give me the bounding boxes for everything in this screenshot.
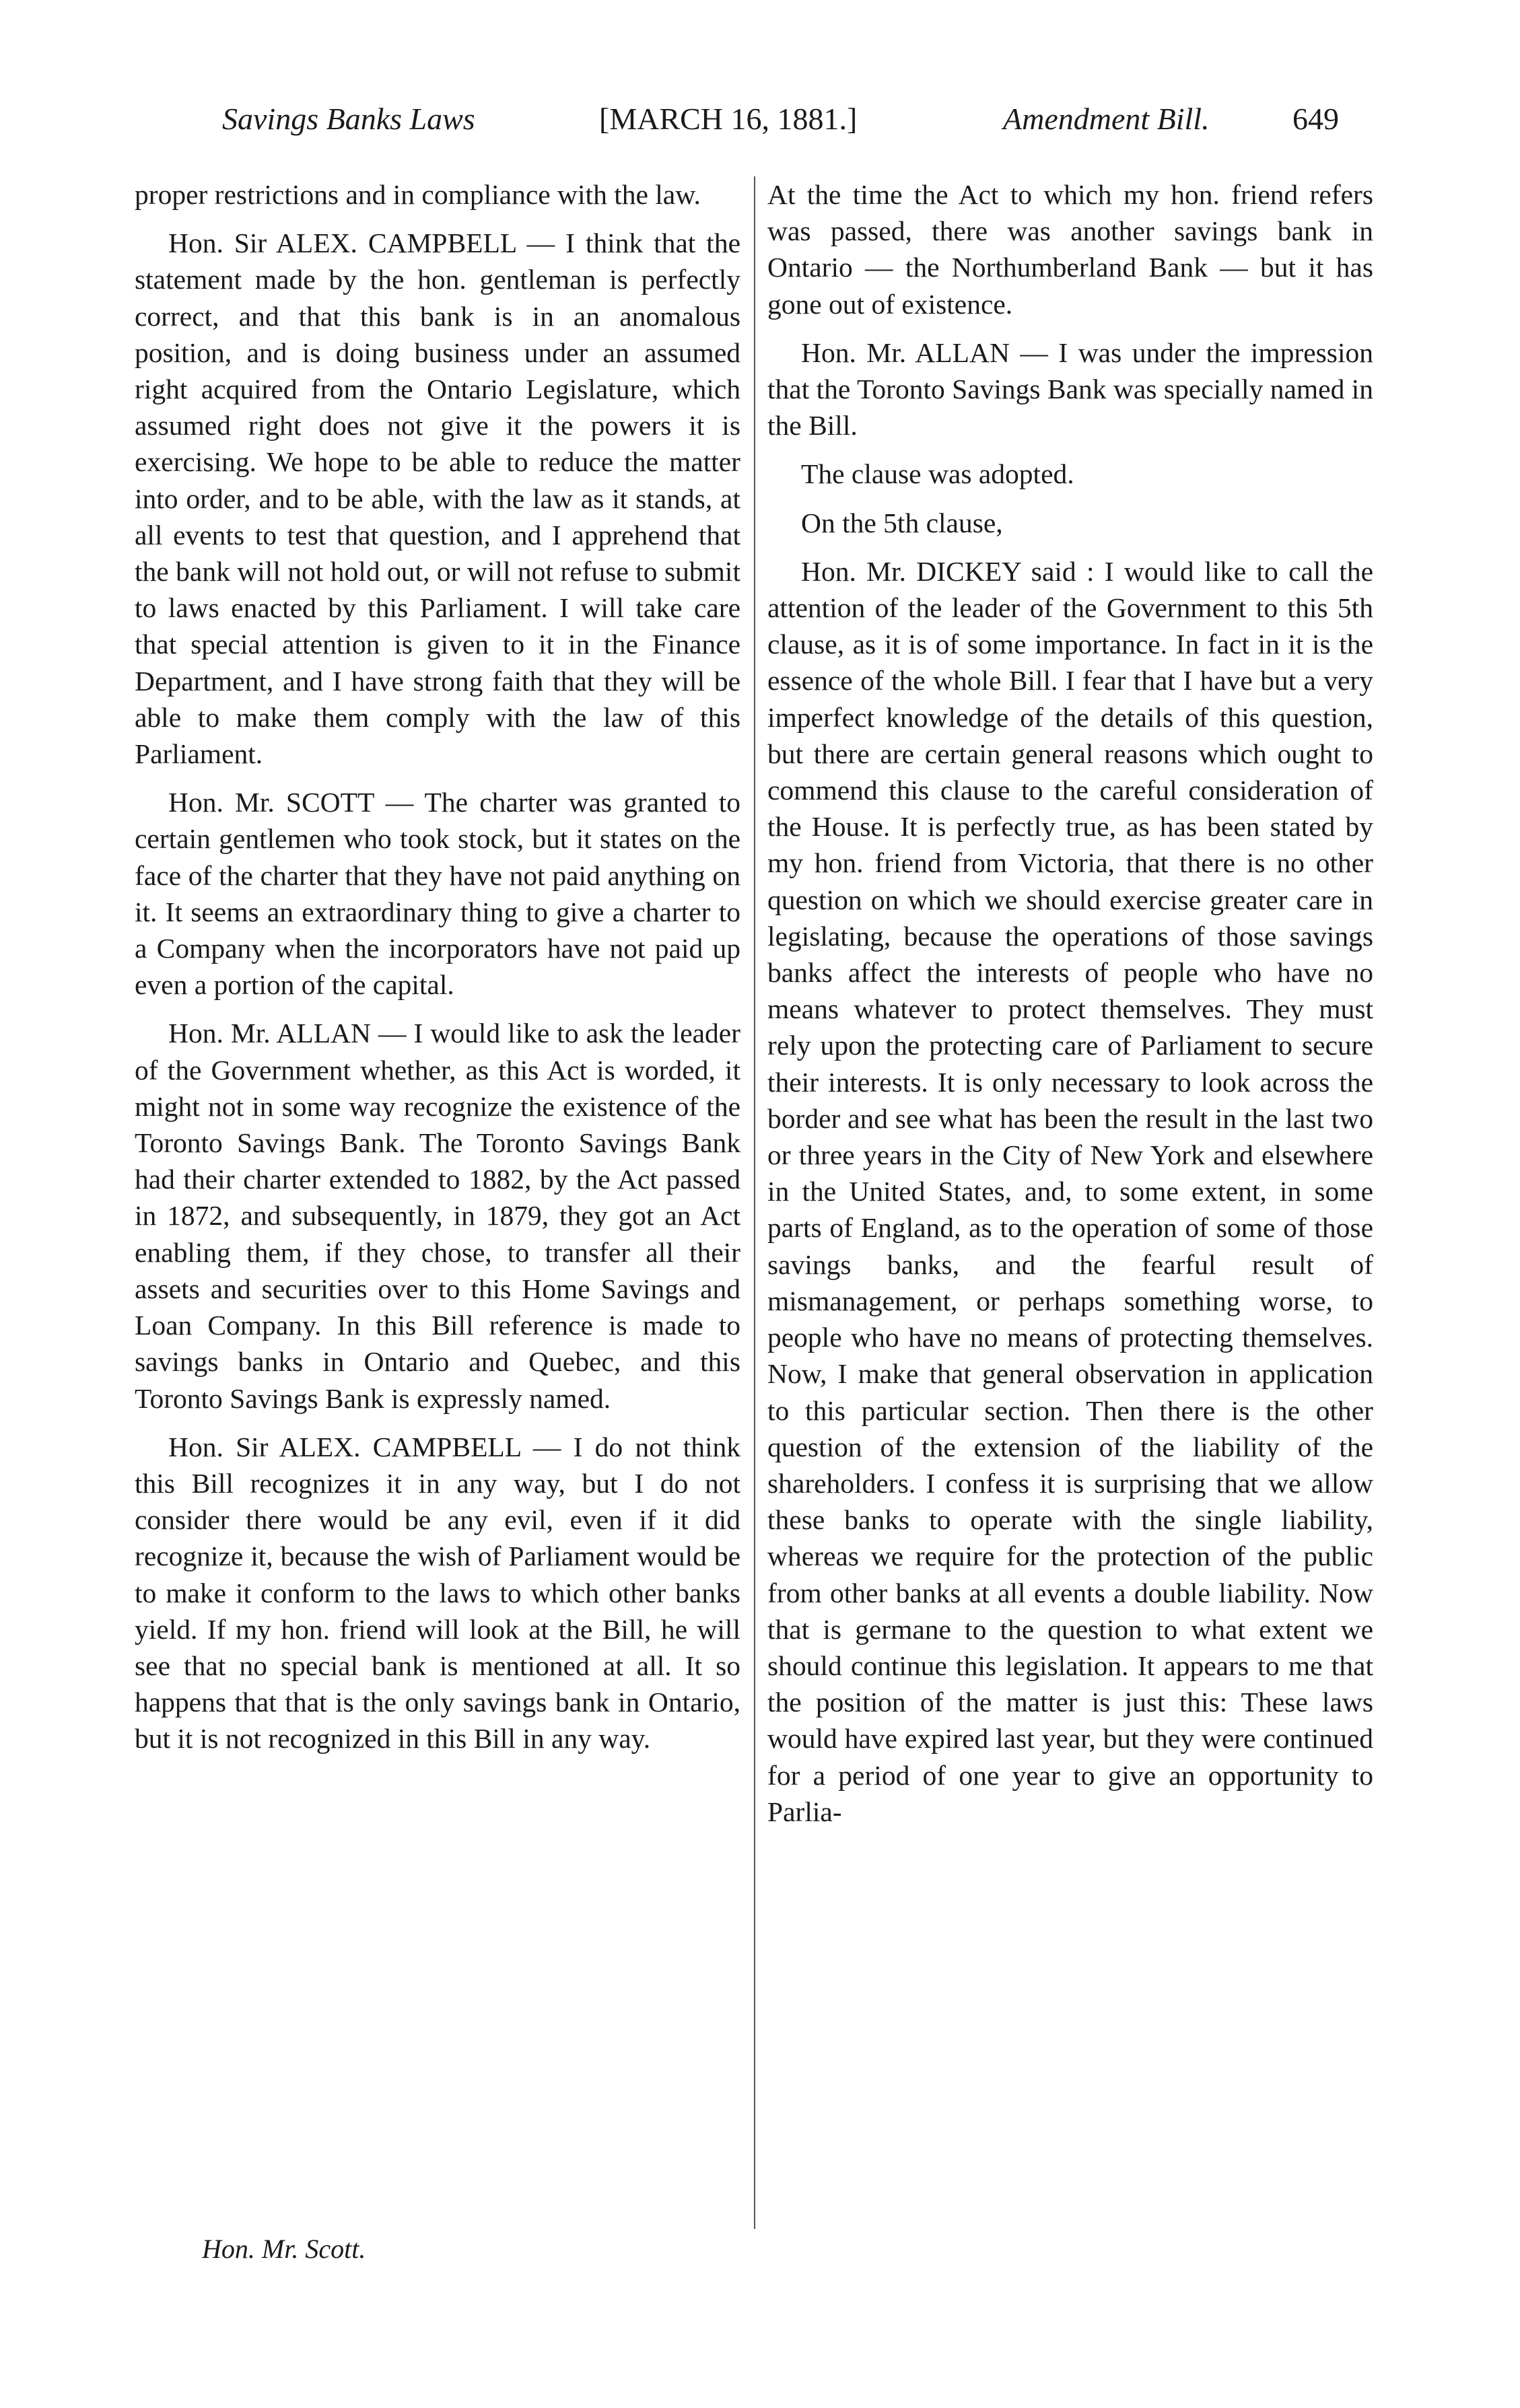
footnote: Hon. Mr. Scott.	[202, 2234, 366, 2264]
paragraph: Hon. Mr. SCOTT — The charter was granted to certain gentlemen who took stock, but it states on the face of the charter that they have not paid anything on it. It seems an extraordinary thing to give a charter to a Company when the incorporators have not paid up even a portion of the capital.	[135, 787, 740, 1001]
paragraph: The clause was adopted.	[801, 458, 1074, 490]
paragraph: Hon. Mr. ALLAN — I would like to ask the leader of the Government whether, as this Act is worded, it might not in some way recognize the existence of the Toronto Savings Bank. The Toronto Savings Bank had their charter extended to 1882, by the Act passed in 1872, and subsequently, in 1879, they got an Act enabling them, if they chose, to transfer all their assets and securities over to this Home Savings and Loan Company. In this Bill reference is made to savings banks in Ontario and Quebec, and this Toronto Savings Bank is expressly named.	[135, 1018, 740, 1414]
right-column	[767, 176, 1373, 1842]
header-right-title: Amendment Bill.	[1003, 102, 1210, 136]
page-number: 649	[1292, 102, 1339, 136]
paragraph: Hon. Sir ALEX. CAMPBELL — I do not think this Bill recognizes it in any way, but I do not consider there would be any evil, even if it did recognize it, because the wish of Parliament would be to make it conform to the laws to which other banks yield. If my hon. friend will look at the Bill, he will see that no special bank is mentioned at all. It so happens that that is the only savings bank in Ontario, but it is not recognized in this Bill in any way.	[135, 1431, 740, 1755]
column-divider	[754, 176, 755, 2229]
paragraph: Hon. Sir ALEX. CAMPBELL — I think that the statement made by the hon. gentleman is perfectly correct, and that this bank is in an anomalous position, and is doing business under an assumed right acquired from the Ontario Legislature, which assumed right does not give it the powers it is exercising. We hope to be able to reduce the matter into order, and to be able, with the law as it stands, at all events to test that question, and I apprehend that the bank will not hold out, or will not refuse to submit to laws enacted by this Parliament. I will take care that special attention is given to it in the Finance Department, and I have strong faith that they will be able to make them comply with the law of this Parliament.	[135, 227, 740, 770]
header-left-title: Savings Banks Laws	[222, 102, 475, 136]
left-column	[135, 176, 740, 1769]
running-header	[222, 101, 1367, 155]
paragraph: Hon. Mr. DICKEY said : I would like to call the attention of the leader of the Government to this 5th clause, as it is of some importance. In fact in it is the essence of the whole Bill. I fear that I have but a very imperfect knowledge of the details of this question, but there are certain general reasons which ought to commend this clause to the careful consideration of the House. It is perfectly true, as has been stated by my hon. friend from Victoria, that there is no other question on which we should exercise greater care in legislating, because the operations of those savings banks affect the interests of people who have no means whatever to protect themselves. They must rely upon the protecting care of Parliament to secure their interests. It is only necessary to look across the border and see what has been the result in the last two or three years in the City of New York and elsewhere in the United States, and, to some extent, in some parts of England, as to the operation of some of those savings banks, and the fearful result of mismanagement, or perhaps something worse, to people who have no means of protecting themselves. Now, I make that general observation in application to this particular section. Then there is the other question of the extension of the liability of the shareholders. I confess it is surprising that we allow these banks to operate with the single liability, whereas we require for the protection of the public from other banks at all events a double liability. Now that is germane to the question to what extent we should continue this legislation. It appears to me that the position of the matter is just this: These laws would have expired last year, but they were continued for a period of one year to give an opportunity to Parlia-	[767, 555, 1373, 1827]
paragraph: At the time the Act to which my hon. friend refers was passed, there was another savings bank in Ontario — the Northumberland Bank — but it has gone out of existence.	[767, 179, 1373, 320]
header-date: [MARCH 16, 1881.]	[599, 102, 858, 136]
paragraph: On the 5th clause,	[801, 507, 1003, 538]
paragraph: proper restrictions and in compliance with the law.	[135, 179, 701, 210]
paragraph: Hon. Mr. ALLAN — I was under the impression that the Toronto Savings Bank was specially named in the Bill.	[767, 337, 1373, 441]
